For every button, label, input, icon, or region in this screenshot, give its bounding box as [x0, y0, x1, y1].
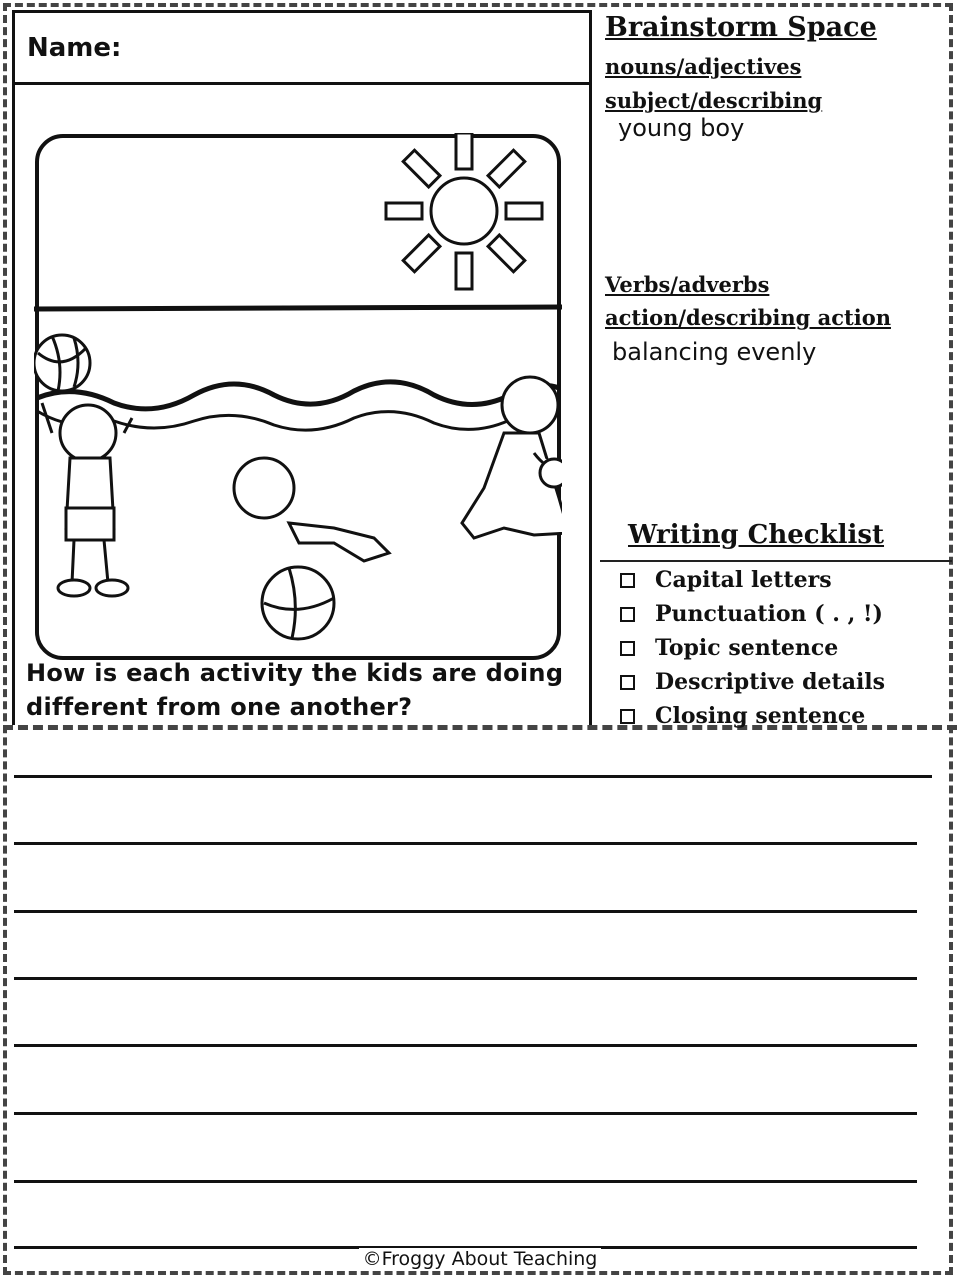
checklist-title: Writing Checklist — [628, 520, 885, 550]
writing-checklist — [620, 563, 885, 733]
subject-heading: subject/describing — [605, 88, 823, 113]
checklist-item[interactable]: Punctuation ( . , !) — [620, 597, 885, 631]
beach-scene-picture — [34, 133, 562, 661]
writing-line[interactable] — [14, 775, 932, 778]
action-answer[interactable]: balancing evenly — [612, 338, 817, 366]
checkbox-icon[interactable] — [620, 641, 635, 656]
writing-line[interactable] — [14, 1044, 917, 1047]
horizon-line — [34, 307, 562, 309]
checkbox-icon[interactable] — [620, 573, 635, 588]
writing-line[interactable] — [14, 910, 917, 913]
checkbox-icon[interactable] — [620, 675, 635, 690]
writing-line[interactable] — [14, 977, 917, 980]
checklist-divider — [600, 560, 952, 562]
writing-line[interactable] — [14, 1180, 917, 1183]
checklist-item[interactable]: Capital letters — [620, 563, 885, 597]
checklist-item[interactable]: Closing sentence — [620, 699, 885, 733]
name-box[interactable] — [12, 10, 592, 85]
verbs-heading: Verbs/adverbs — [605, 272, 770, 297]
name-label: Name: — [27, 33, 122, 63]
beach-ball-icon — [34, 335, 90, 391]
checklist-item[interactable]: Descriptive details — [620, 665, 885, 699]
checkbox-icon[interactable] — [620, 607, 635, 622]
writing-line[interactable] — [14, 842, 917, 845]
nouns-heading: nouns/adjectives — [605, 54, 802, 79]
copyright-footer: ©Froggy About Teaching — [0, 1248, 960, 1270]
brainstorm-title: Brainstorm Space — [605, 12, 877, 43]
checkbox-icon[interactable] — [620, 709, 635, 724]
subject-answer[interactable]: young boy — [618, 114, 745, 142]
writing-line[interactable] — [14, 1112, 917, 1115]
sun-icon — [386, 133, 542, 289]
writing-prompt: How is each activity the kids are doing different from one another? — [26, 659, 564, 721]
action-heading: action/describing action — [605, 305, 891, 330]
checklist-item[interactable]: Topic sentence — [620, 631, 885, 665]
